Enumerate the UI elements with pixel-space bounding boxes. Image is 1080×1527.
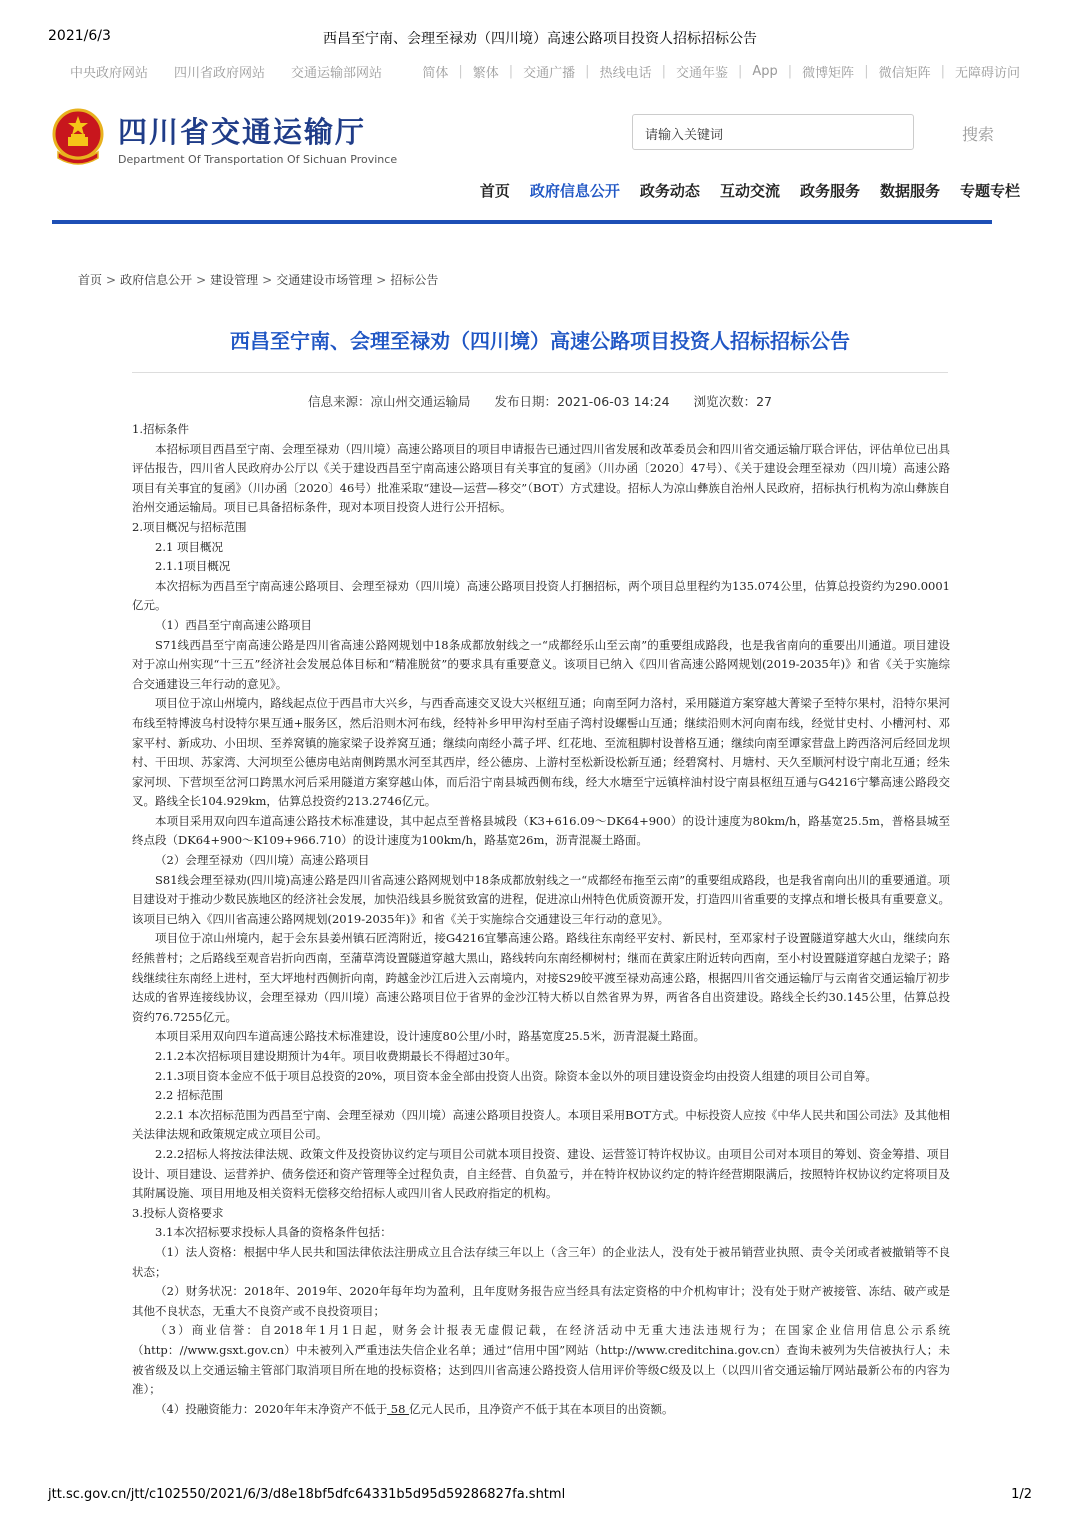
breadcrumb-separator: > [106, 273, 117, 287]
link-yearbook[interactable]: 交通年鉴 [675, 66, 728, 81]
logo-english-name: Department Of Transportation Of Sichuan Province [118, 153, 398, 166]
article-paragraph: 2.2.1 本次招标范围为西昌至宁南、会理至禄劝（四川境）高速公路项目投资人。本项目采用BOT方式。中标投资人应按《中华人民共和国公司法》及其他相关法律法规和政策规定成立项目公司。 [132, 1107, 950, 1142]
article-paragraph: 本次招标为西昌至宁南高速公路项目、会理至禄劝（四川境）高速公路项目投资人打捆招标，两个项目总里程约为135.074公里，估算总投资约为290.0001亿元。 [132, 578, 950, 613]
article-paragraph [132, 1400, 950, 1420]
article-paragraph: （3）商业信誉：自2018年1月1日起，财务会计报表无虚假记载，在经济活动中无重大违法违规行为；在国家企业信用信息公示系统（http：//www.gsxt.gov.cn）中未被列入严重违法失信企业名单；通过“信用中国”网站（http://www.creditchina.gov.cn）查询未被列为失信被执行人；未被省级及以上交通运输主管部门取消项目所在地的投标资格；达到四川省高速公路投资人信用评价等级C级及以上（以四川省交通运输厅网站最新公布的内容为准）； [132, 1323, 950, 1397]
article-paragraph: 2.1.3项目资本金应不低于项目总投资的20%，项目资本金全部由投资人出资。除资本金以外的项目建设资金均由投资人组建的项目公司自筹。 [155, 1068, 877, 1083]
breadcrumb [78, 271, 438, 288]
separator: | [864, 64, 869, 79]
net-asset-amount: 58 [387, 1401, 410, 1416]
link-accessibility[interactable]: 无障碍访问 [954, 66, 1020, 81]
nav-divider [52, 220, 992, 224]
link-app[interactable]: App [752, 64, 778, 79]
article-paragraph: 3.1本次招标要求投标人具备的资格条件包括： [155, 1225, 392, 1240]
article-paragraph: 3.投标人资格要求 [132, 1205, 224, 1220]
national-emblem-icon [52, 108, 104, 166]
search-button[interactable]: 搜索 [962, 125, 995, 144]
nav-special-topics[interactable]: 专题专栏 [959, 182, 1020, 200]
print-url: jtt.sc.gov.cn/jtt/c102550/2021/6/3/d8e18bf5dfc64331b5d95d59286827fa.shtml [48, 1487, 566, 1502]
article-paragraph: （2）财务状况：2018年、2019年、2020年每年均为盈利，且年度财务报告应当经具有法定资格的中介机构审计；没有处于财产被接管、冻结、破产或是其他不良状态，无重大不良资产或不良投资项目； [132, 1284, 950, 1318]
main-nav [480, 180, 1020, 201]
paragraph-text: （4）投融资能力：2020年年末净资产不低于 [155, 1401, 388, 1416]
link-sichuan-gov[interactable]: 四川省政府网站 [174, 66, 266, 81]
article-paragraph: S81线会理至禄劝(四川境)高速公路是四川省高速公路网规划中18条成都放射线之一“成都经布拖至云南”的重要组成路段，也是我省南向出川的重要通道。项目建设对于推动少数民族地区的经济社会发展，加快沿线县乡脱贫致富的进程，促进凉山州特色优质资源开发，打造四川省重要的支撑点和增长极具有重要意义。该项目已纳入《四川省高速公路网规划(2019-2035年)》和省《关于实施综合交通建设三年行动的意见》。 [132, 872, 950, 926]
title-divider [132, 372, 948, 373]
top-links-bar [0, 62, 1080, 82]
link-central-gov[interactable]: 中央政府网站 [70, 66, 149, 81]
print-date: 2021/6/3 [48, 28, 111, 44]
article-paragraph: 2.2 招标范围 [155, 1088, 223, 1103]
paragraph-text: 亿元人民币，且净资产不低于其在本项目的出资额。 [409, 1401, 674, 1416]
logo-chinese-name: 四川省交通运输厅 [118, 115, 367, 149]
search-input[interactable]: 请输入关键词 [632, 114, 914, 150]
article-paragraph: （2）会理至禄劝（四川境）高速公路项目 [155, 853, 370, 868]
breadcrumb-tender[interactable]: 招标公告 [390, 273, 439, 287]
nav-gov-news[interactable]: 政务动态 [639, 182, 700, 200]
breadcrumb-separator: > [376, 273, 387, 287]
nav-gov-info[interactable]: 政府信息公开 [529, 182, 620, 200]
breadcrumb-separator: > [262, 273, 273, 287]
nav-data-services[interactable]: 数据服务 [879, 182, 940, 200]
nav-home[interactable]: 首页 [479, 182, 510, 200]
article-paragraph: 项目位于凉山州境内，路线起点位于西昌市大兴乡，与西香高速交叉设大兴枢纽互通；向南至阿力洛村，采用隧道方案穿越大菁梁子至特尔果村，沿特尔果河布线至特博波乌村设特尔果互通+服务区，然后沿则木河布线，经特补乡甲甲沟村至庙子湾村设螺髻山互通；继续沿则木河向南布线，经觉甘史村、小槽河村、邓家平村、新成功、小田坝、至养窝镇的施家梁子设养窝互通；继续向南经小蒿子坪、红花地、至流租脚村设普格互通；继续向南至谭家营盘上跨西洛河后经回龙坝村、干田坝、苏家湾、大河坝至公德房电站南侧跨黑水河至其西岸，经公德房、上游村至松新设松新互通；经碧窝村、月塘村、天久至顺河村设宁南北互通；经朱家河坝、下营坝至岔河口跨黑水河后采用隧道方案穿越山体，而后沿宁南县城西侧布线，经大水塘至宁远镇梓油村设宁南县枢纽互通与G4216宁攀高速公路段交叉。路线全长104.929km，估算总投资约213.2746亿元。 [132, 696, 950, 809]
breadcrumb-construction[interactable]: 建设管理 [210, 273, 259, 287]
nav-interaction[interactable]: 互动交流 [719, 182, 780, 200]
nav-gov-services[interactable]: 政务服务 [799, 182, 860, 200]
link-mot[interactable]: 交通运输部网站 [291, 66, 383, 81]
site-logo[interactable] [52, 108, 398, 170]
breadcrumb-separator: > [196, 273, 207, 287]
link-traditional[interactable]: 繁体 [472, 66, 499, 81]
separator: | [787, 64, 793, 79]
separator: | [737, 64, 743, 79]
print-header [0, 28, 1080, 48]
article-paragraph: （1）法人资格：根据中华人民共和国法律依法注册成立且合法存续三年以上（含三年）的企业法人，没有处于被吊销营业执照、责令关闭或者被撤销等不良状态； [132, 1244, 950, 1279]
breadcrumb-home[interactable]: 首页 [78, 273, 103, 287]
link-simplified[interactable]: 简体 [422, 66, 449, 81]
print-page-number: 1/2 [1011, 1487, 1032, 1502]
article-paragraph: 2.项目概况与招标范围 [132, 519, 247, 534]
utility-links [422, 62, 1020, 81]
view-count: 浏览次数：27 [693, 394, 773, 409]
article-paragraph: 本招标项目西昌至宁南、会理至禄劝（四川境）高速公路项目的项目申请报告已通过四川省发展和改革委员会和四川省交通运输厅联合评估，评估单位已出具评估报告，四川省人民政府办公厅以《关于建设西昌至宁南高速公路项目有关事宜的复函》（川办函〔2020〕47号）、《关于建设会理至禄劝（四川境）高速公路项目有关事宜的复函》（川办函〔2020〕46号）批准采取“建设—运营—移交”（BOT）方式建设。招标人为凉山彝族自治州人民政府，招标执行机构为凉山彝族自治州交通运输局。项目已具备招标条件，现对本项目投资人进行公开招标。 [132, 441, 950, 515]
article-title: 西昌至宁南、会理至禄劝（四川境）高速公路项目投资人招标招标公告 [230, 329, 850, 353]
article-paragraph: 2.1.1项目概况 [155, 559, 231, 574]
article-body [132, 420, 950, 1419]
breadcrumb-gov-info[interactable]: 政府信息公开 [120, 273, 193, 287]
link-hotline[interactable]: 热线电话 [599, 66, 652, 81]
article-paragraph: 本项目采用双向四车道高速公路技术标准建设，其中起点至普格县城段（K3+616.09～DK64+900）的设计速度为80km/h，路基宽25.5m，普格县城至终点段（DK64+900～K109+966.710）的设计速度为100km/h，路基宽26m，沥青混凝土路面。 [132, 813, 950, 848]
article-paragraph: 2.1.2本次招标项目建设期预计为4年。项目收费期最长不得超过30年。 [155, 1049, 517, 1063]
publish-date: 发布日期：2021-06-03 14:24 [494, 394, 670, 409]
breadcrumb-market[interactable]: 交通建设市场管理 [276, 273, 373, 287]
article-paragraph: S71线西昌至宁南高速公路是四川省高速公路网规划中18条成都放射线之一“成都经乐山至云南”的重要组成路段，也是我省南向的重要出川通道。项目建设对于凉山州实现“十三五”经济社会发展总体目标和“精准脱贫”的要求具有重要意义。该项目已纳入《四川省高速公路网规划(2019-2035年)》和省《关于实施综合交通建设三年行动的意见》。 [132, 637, 950, 691]
government-links [70, 62, 382, 81]
article-paragraph: 本项目采用双向四车道高速公路技术标准建设，设计速度80公里/小时，路基宽度25.5米，沥青混凝土路面。 [155, 1029, 706, 1044]
link-wechat[interactable]: 微信矩阵 [878, 66, 931, 81]
article-meta [0, 392, 1080, 410]
info-source: 信息来源：凉山州交通运输局 [307, 394, 471, 409]
article-paragraph: 项目位于凉山州境内，起于会东县姜州镇石匠湾附近，接G4216宜攀高速公路。路线往东南经平安村、新民村，至邓家村子设置隧道穿越大火山，继续向东经熊普村；之后路线至观音岩折向西南，至蒲草湾设置隧道穿越大黑山，路线转向东南经柳树村；继而在黄家庄附近转向西南，至小村设置隧道穿越白龙梁子；路线继续往东南经上进村，至大坪地村西侧折向南，跨越金沙江后进入云南境内，对接S29皎平渡至禄劝高速公路，根据四川省交通运输厅与云南省交通运输厅初步达成的省界连接线协议，会理至禄劝（四川境）高速公路项目位于省界的金沙江特大桥以自然省界为界，两省各自出资建设。路线全长约30.145公里，估算总投资约76.7255亿元。 [132, 931, 950, 1024]
article-paragraph: 2.1 项目概况 [155, 539, 223, 554]
separator: | [661, 64, 666, 79]
separator: | [458, 64, 463, 79]
separator: | [508, 64, 514, 79]
separator: | [940, 64, 945, 79]
separator: | [585, 64, 590, 79]
link-traffic-radio[interactable]: 交通广播 [523, 66, 576, 81]
print-title: 西昌至宁南、会理至禄劝（四川境）高速公路项目投资人招标招标公告 [323, 31, 757, 47]
article-paragraph: （1）西昌至宁南高速公路项目 [155, 617, 312, 632]
article-paragraph: 2.2.2招标人将按法律法规、政策文件及投资协议约定与项目公司就本项目投资、建设、运营签订特许权协议。由项目公司对本项目的筹划、资金筹措、项目设计、项目建设、运营养护、债务偿还和资产管理等全过程负责，自主经营、自负盈亏，并在特许权协议约定的特许经营期限满后，按照特许权协议约定将项目及其附属设施、项目用地及相关资料无偿移交给招标人或四川省人民政府指定的机构。 [132, 1146, 950, 1201]
article-paragraph: 1.招标条件 [132, 422, 189, 436]
link-weibo[interactable]: 微博矩阵 [802, 66, 855, 81]
